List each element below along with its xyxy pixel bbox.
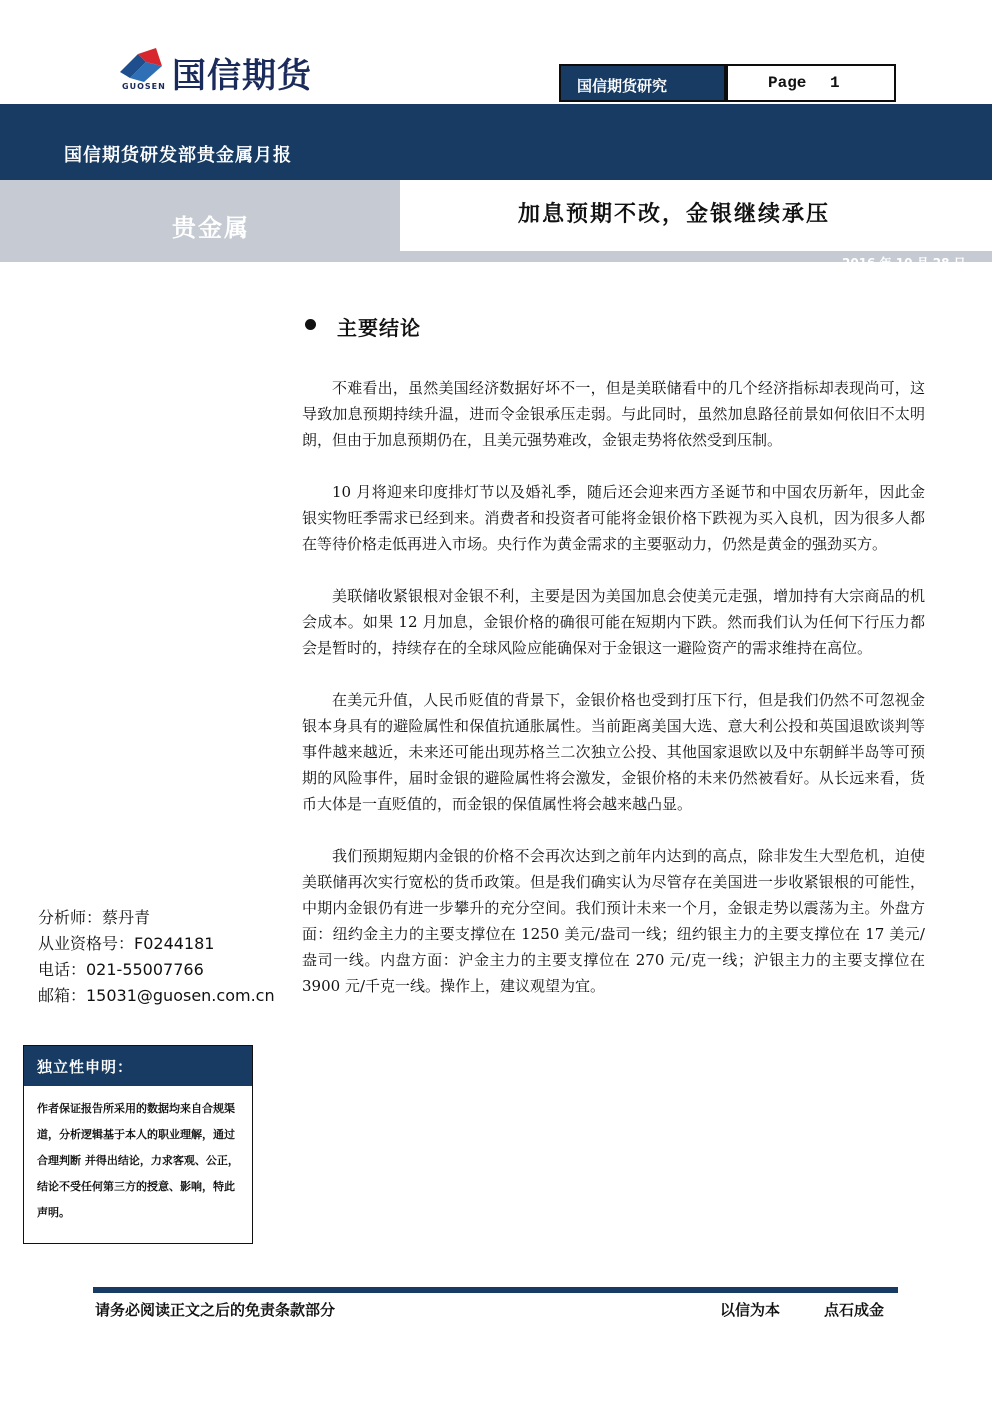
analyst-phone: 电话：021-55007766 [38,960,204,979]
footer-divider [93,1287,898,1293]
body-paragraph: 10 月将迎来印度排灯节以及婚礼季，随后还会迎来西方圣诞节和中国农历新年，因此金银实物旺季需求已经到来。消费者和投资者可能将金银价格下跌视为买入良机，因为很多人都在等待价格走低再进入市场。央行作为黄金需求的主要驱动力，仍然是黄金的强劲买方。 [302,483,925,553]
footer-slogan-2: 点石成金 [824,1301,885,1319]
independence-statement-text: 作者保证报告所采用的数据均来自合规渠道，分析逻辑基于本人的职业理解，通过合理判断 并得出结论，力求客观、公正，结论不受任何第三方的授意、影响，特此声明。 [37,1102,239,1219]
logo-text: 国信期货 [172,56,312,96]
company-logo [116,46,356,96]
analyst-license: 从业资格号：F0244181 [38,934,215,953]
body-paragraph: 我们预期短期内金银的价格不会再次达到之前年内达到的高点，除非发生大型危机，迫使美联储再次实行宽松的货币政策。但是我们确实认为尽管存在美国进一步收紧银根的可能性，中期内金银仍有进一步攀升的充分空间。我们预计未来一个月，金银走势以震荡为主。外盘方面：纽约金主力的主要支撑位在 1250 美元/盎司一线；纽约银主力的主要支撑位在 17 美元/盎司一线。内盘方面：沪金主力的主要支撑位在 270 元/克一线；沪银主力的主要支撑位在 3900 元/千克一线。操作上，建议观望为宜。 [302,847,925,995]
main-conclusions-body [302,375,925,1025]
body-paragraph: 在美元升值，人民币贬值的背景下，金银价格也受到打压下行，但是我们仍然不可忽视金银本身具有的避险属性和保值抗通胀属性。当前距离美国大选、意大利公投和英国退欧谈判等事件越来越近，未来还可能出现苏格兰二次独立公投、其他国家退欧以及中东朝鲜半岛等可预期的风险事件，届时金银的避险属性将会激发，金银价格的未来仍然被看好。从长远来看，货币大体是一直贬值的，而金银的保值属性将会越来越凸显。 [302,691,925,813]
section-title: 主要结论 [337,316,421,340]
page-number: 1 [830,74,840,92]
analyst-name: 分析师：蔡丹青 [38,908,151,927]
research-label: 国信期货研究 [577,77,668,95]
sector-title: 贵金属 [172,213,250,242]
body-paragraph: 美联储收紧银根对金银不利，主要是因为美国加息会使美元走强，增加持有大宗商品的机会成本。如果 12 月加息，金银价格的确很可能在短期内下跌。然而我们认为任何下行压力都会是暂时的，持续存在的全球风险应能确保对于金银这一避险资产的需求维持在高位。 [302,587,925,657]
bullet-icon [305,319,316,330]
report-series-title: 国信期货研发部贵金属月报 [64,145,292,166]
footer-slogan-1: 以信为本 [720,1301,781,1319]
footer-disclaimer-note: 请务必阅读正文之后的免责条款部分 [95,1301,336,1319]
guosen-logo-icon [116,46,166,86]
research-label-box [559,64,726,102]
report-series-band [0,104,992,180]
report-date: 2016 年 10 月 28 日 [842,256,966,270]
independence-statement-box [23,1045,253,1244]
analyst-email: 邮箱：15031@guosen.com.cn [38,986,275,1005]
page-title: 加息预期不改，金银继续承压 [518,201,831,227]
page-indicator-box [726,64,896,102]
analyst-info [38,905,288,1009]
page-label: Page [768,74,807,92]
independence-statement-header [24,1046,252,1086]
logo-subtext: GUOSEN [122,82,166,91]
body-paragraph: 不难看出，虽然美国经济数据好坏不一，但是美联储看中的几个经济指标却表现尚可，这导致加息预期持续升温，进而令金银承压走弱。与此同时，虽然加息路径前景如何依旧不太明朗，但由于加息预期仍在，且美元强势难改，金银走势将依然受到压制。 [302,379,925,449]
independence-statement-title: 独立性申明： [37,1058,134,1076]
